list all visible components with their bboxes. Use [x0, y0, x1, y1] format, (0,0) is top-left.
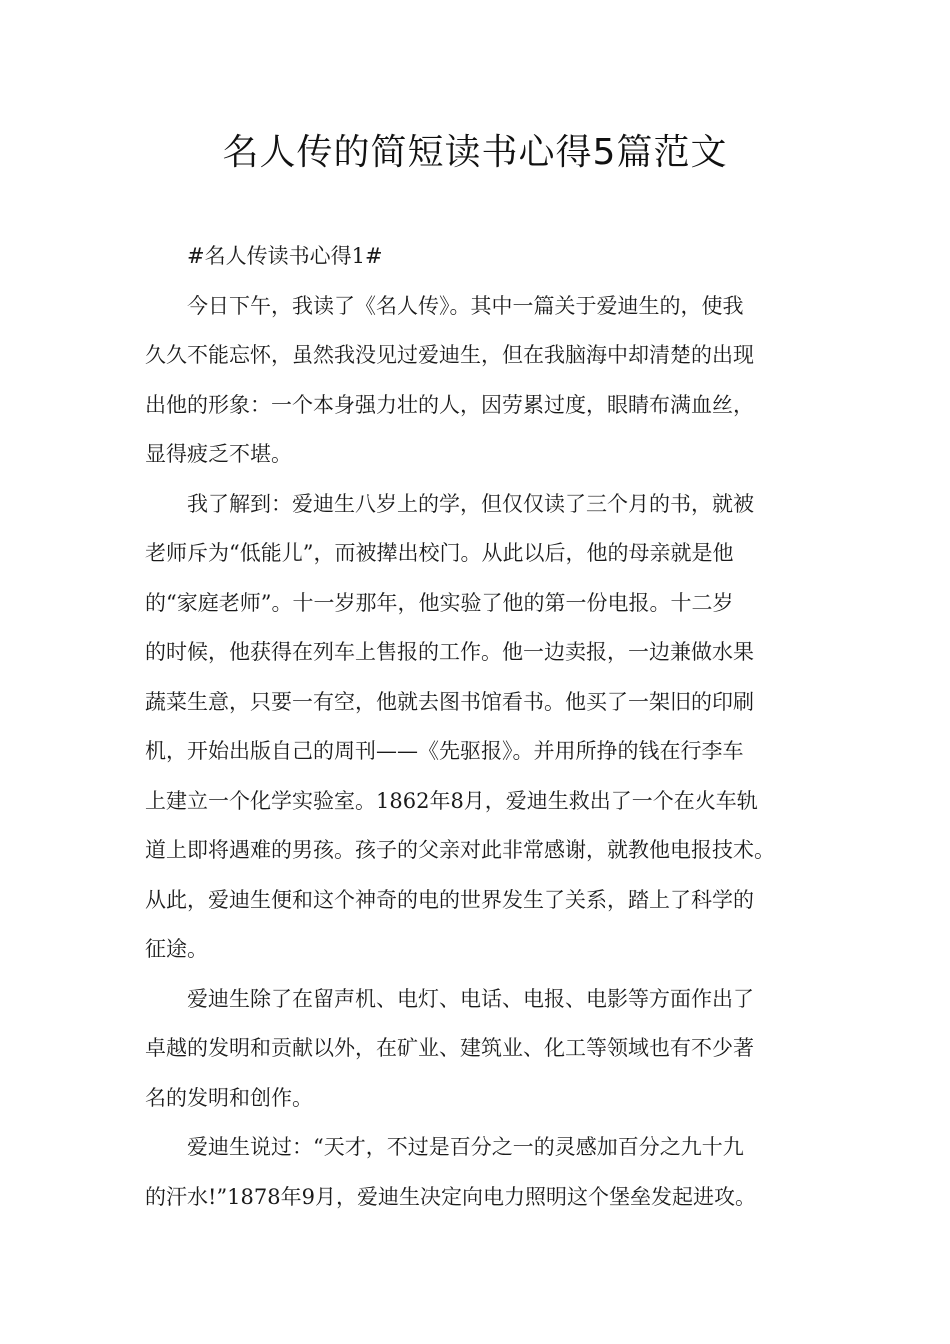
paragraph-line: 爱迪生说过：“天才，不过是百分之一的灵感加百分之九十九 — [187, 1135, 744, 1159]
paragraph-line: 久久不能忘怀，虽然我没见过爱迪生，但在我脑海中却清楚的出现 — [145, 343, 754, 367]
paragraph-line: 的汗水!”1878年9月，爱迪生决定向电力照明这个堡垒发起进攻。 — [145, 1184, 756, 1209]
paragraph-line: 道上即将遇难的男孩。孩子的父亲对此非常感谢，就教他电报技术。 — [145, 838, 775, 862]
paragraph-line: 名的发明和创作。 — [145, 1085, 313, 1110]
document-title: 名人传的简短读书心得5篇范文 — [222, 132, 728, 173]
paragraph-line: 爱迪生除了在留声机、电灯、电话、电报、电影等方面作出了 — [187, 986, 754, 1011]
paragraph-line: 征途。 — [145, 937, 208, 961]
section-heading: #名人传读书心得1# — [187, 244, 383, 268]
paragraph-line: 的时候，他获得在列车上售报的工作。他一边卖报，一边兼做水果 — [145, 640, 754, 664]
document-body — [145, 232, 815, 1222]
paragraph-line: 出他的形象：一个本身强力壮的人，因劳累过度，眼睛布满血丝， — [145, 392, 754, 417]
paragraph-line: 蔬菜生意，只要一有空，他就去图书馆看书。他买了一架旧的印刷 — [145, 689, 754, 714]
paragraph-line: 老师斥为“低能儿”，而被撵出校门。从此以后，他的母亲就是他 — [145, 541, 734, 565]
paragraph-line: 的“家庭老师”。十一岁那年，他实验了他的第一份电报。十二岁 — [145, 590, 734, 615]
paragraph-line: 机，开始出版自己的周刊——《先驱报》。并用所挣的钱在行李车 — [145, 739, 744, 763]
paragraph-line: 上建立一个化学实验室。1862年8月，爱迪生救出了一个在火车轨 — [145, 788, 758, 813]
paragraph-line: 卓越的发明和贡献以外，在矿业、建筑业、化工等领域也有不少著 — [145, 1036, 754, 1060]
paragraph-line: 显得疲乏不堪。 — [145, 442, 292, 466]
paragraph-line: 从此，爱迪生便和这个神奇的电的世界发生了关系，踏上了科学的 — [145, 887, 754, 912]
paragraph-line: 今日下午，我读了《名人传》。其中一篇关于爱迪生的，使我 — [187, 293, 744, 318]
paragraph-line: 我了解到：爱迪生八岁上的学，但仅仅读了三个月的书，就被 — [187, 491, 754, 516]
